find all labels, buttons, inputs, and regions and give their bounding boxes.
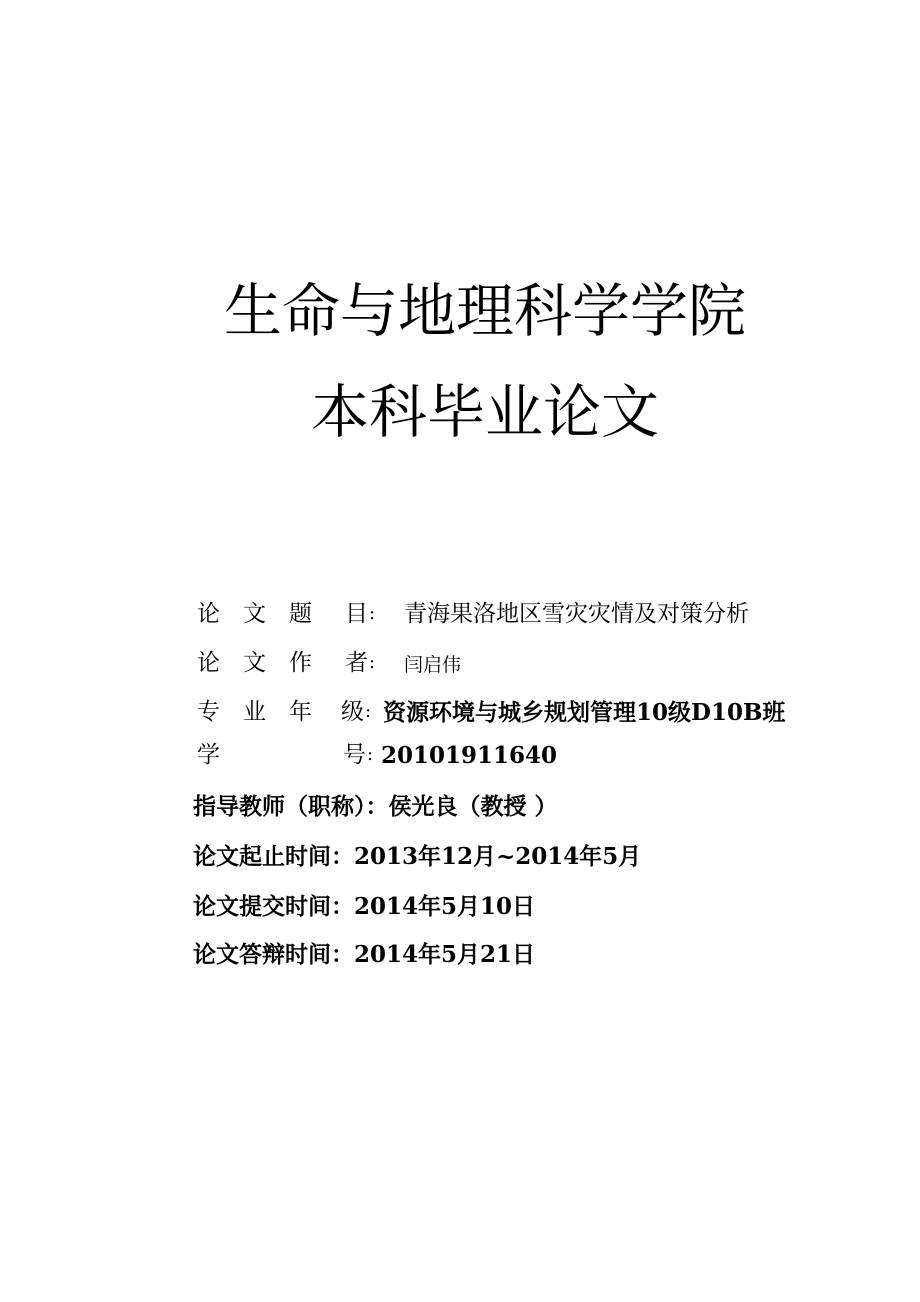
label-char: 文 [243,601,266,627]
label-char: 论 [197,650,220,676]
label-char: 号 [343,742,366,768]
label-colon: : [369,652,376,673]
label-char: 目 [345,601,368,627]
thesis-title-value: 青海果洛地区雪灾灾情及对策分析 [404,601,749,627]
label-char: 专 [197,699,220,725]
defense-value: 2014年5月21日 [354,941,536,968]
defense-date-row [193,943,535,966]
label-colon: : [367,744,374,765]
label-char: 论 [197,601,220,627]
student-id-value: 20101911640 [381,742,558,769]
advisor-row [193,795,558,818]
period-row [193,845,641,868]
label-char: 业 [243,699,266,725]
label-char: 者 [345,650,368,676]
label-char: 学 [197,742,220,768]
submit-value: 2014年5月10日 [354,893,536,920]
author-value: 闫启伟 [404,654,462,676]
period-label: 论文起止时间： [193,843,354,870]
label-char: 题 [289,601,312,627]
major-value: 资源环境与城乡规划管理10级D10B班 [383,699,786,726]
advisor-label: 指导教师（职称）： [193,793,389,820]
college-title: 生命与地理科学学院 [223,277,746,345]
label-char: 文 [243,650,266,676]
label-colon: : [369,603,376,624]
defense-label: 论文答辩时间： [193,941,354,968]
label-char: 级 [341,699,364,725]
label-colon: : [365,701,372,722]
submit-date-row [193,895,535,918]
thesis-type-title: 本科毕业论文 [310,378,659,446]
period-value: 2013年12月~2014年5月 [354,843,642,870]
label-char: 年 [289,699,312,725]
submit-label: 论文提交时间： [193,893,354,920]
advisor-value: 侯光良（教授 ） [388,793,558,820]
label-char: 作 [289,650,312,676]
